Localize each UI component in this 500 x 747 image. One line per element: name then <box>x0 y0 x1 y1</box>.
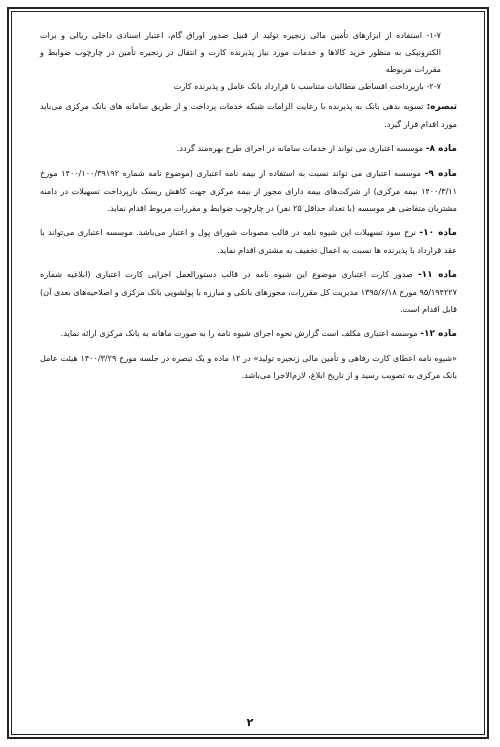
article-10-label: ماده ۱۰- <box>419 228 457 238</box>
document-body <box>40 27 457 384</box>
article-9 <box>40 165 457 217</box>
article-8-label: ماده ۸- <box>425 144 457 154</box>
note-label: تبصره: <box>426 102 457 112</box>
article-10-text: نرخ سود تسهیلات این شیوه نامه در قالب مصوبات شورای پول و اعتبار می‌باشد. موسسه اعتباری می‌تواند با عقد قرارداد با پذیرنده ها نسبت به اعمال تخفیف به مشتری اقدام نماید. <box>40 227 457 255</box>
approval-statement: «شیوه نامه اعطای کارت رفاهی و تأمین مالی زنجیره تولید» در ۱۲ ماده و یک تبصره در جلسه مورخ ۱۴۰۰/۳/۲۹ هیئت عامل بانک مرکزی به تصویب رسید و از تاریخ ابلاغ، لازم‌الاجرا می‌باشد. <box>40 353 457 380</box>
article-8-text: موسسه اعتباری می تواند از خدمات سامانه در اجرای طرح بهره‌مند گردد. <box>176 143 426 153</box>
article-11-text: صدور کارت اعتباری موضوع این شیوه نامه در قالب دستورالعمل اجرایی کارت اعتباری (ابلاغیه شماره ۹۵/۱۹۴۲۲۷ مورخ ۱۳۹۵/۶/۱۸ مدیریت کل مقررات، مجوزهای بانکی و مبارزه با پولشویی بانک مرکزی و اصلاحیه‌های بعدی آن) قابل اقدام است. <box>40 269 458 314</box>
article-9-label: ماده ۹- <box>424 169 457 179</box>
note-paragraph <box>40 98 457 133</box>
article-12-text: موسسه اعتباری مکلف است گزارش نحوه اجرای شیوه نامه را به صورت ماهانه به بانک مرکزی ارائه نماید. <box>60 328 421 338</box>
note-text: تسویه بدهی بانک به پذیرنده با رعایت الزامات شبکه خدمات پرداخت و از طریق سامانه های بانک مرکزی می‌باید مورد اقدام قرار گیرد. <box>40 101 457 129</box>
article-10 <box>40 224 457 259</box>
article-11-label: ماده ۱۱- <box>417 270 457 280</box>
article-8 <box>40 140 457 158</box>
clause-7-1: ۱-۷- استفاده از ابزارهای تأمین مالی زنجیره تولید از قبیل صدور اوراق گام، اعتبار اسنادی داخلی ریالی و برات الکترونیکی به منظور خرید کالاها و خدمات مورد نیاز پذیرنده کارت و انتقال در زنجیره تأمین در چارچوب ضوابط و مقررات مربوطه <box>40 30 441 74</box>
page-number: ۲ <box>246 716 254 729</box>
article-12 <box>40 325 457 343</box>
article-11 <box>40 266 457 318</box>
article-9-text: موسسه اعتباری می تواند نسبت به استفاده از بیمه نامه اعتباری (موضوع نامه شماره ۱۴۰۰/۱۰۰/۳۹۱۹۲ مورخ ۱۴۰۰/۳/۱۱ بیمه مرکزی) از شرکت‌های بیمه دارای مجوز از بیمه مرکزی جهت کاهش ریسک بازپرداخت تسهیلات در دامنه مشتریان متقاضی هر موسسه (با تعداد حداقل ۲۵ نفر) در چارچوب ضوابط و مقررات مربوط اقدام نماید. <box>40 168 457 213</box>
article-12-label: ماده ۱۲- <box>420 329 457 339</box>
clause-7-2: ۲-۷- بازپرداخت اقساطی مطالبات متناسب با قرارداد بانک عامل و پذیرنده کارت <box>173 81 441 91</box>
